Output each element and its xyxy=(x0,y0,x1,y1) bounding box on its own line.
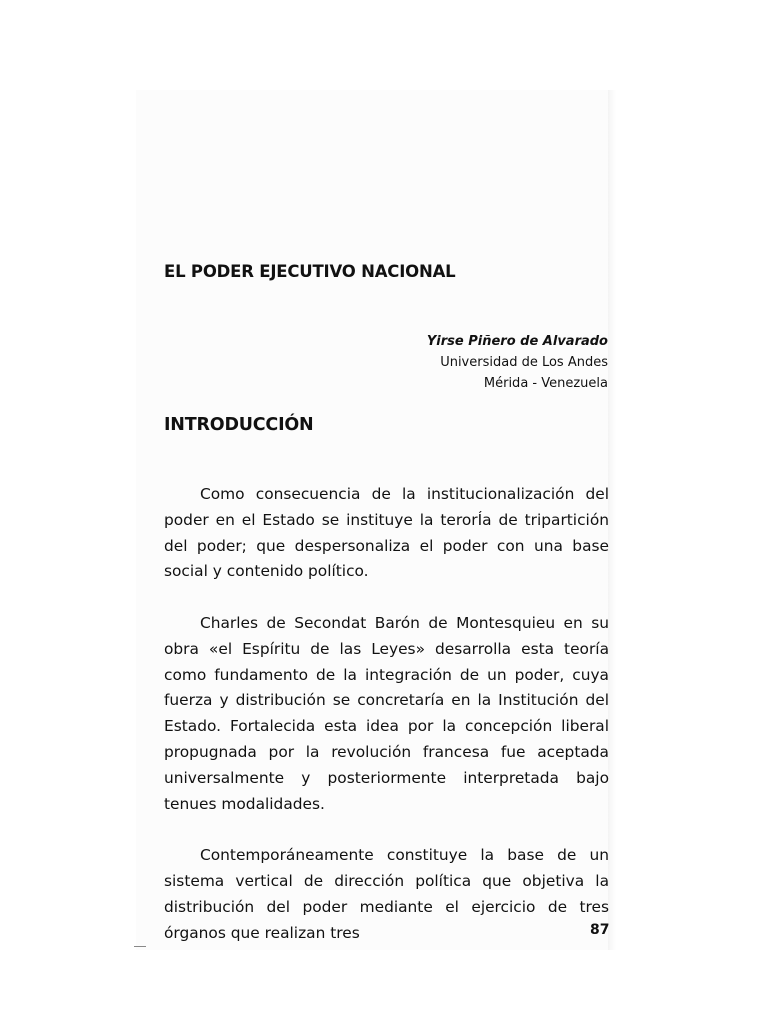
page-edge-shadow xyxy=(608,90,616,950)
author-name: Yirse Piñero de Alvarado xyxy=(426,334,608,349)
author-location: Mérida - Venezuela xyxy=(483,376,608,391)
scan-mark xyxy=(134,946,146,947)
document-title: EL PODER EJECUTIVO NACIONAL xyxy=(164,262,456,281)
author-institution: Universidad de Los Andes xyxy=(440,355,608,370)
paragraph: Como consecuencia de la institucionalización del poder en el Estado se instituye la terorÍa de tripartición del poder; que despersonaliza el poder con una base social y contenido político. xyxy=(164,485,609,581)
author-block xyxy=(427,331,608,394)
paragraph: Charles de Secondat Barón de Montesquieu en su obra «el Espíritu de las Leyes» desarrolla esta teoría como fundamento de la integración de un poder, cuya fuerza y distribución se concretaría en la Institución del Estado. Fortalecida esta idea por la concepción liberal propugnada por la revolución francesa fue aceptada universalmente y posteriormente interpretada bajo tenues modalidades. xyxy=(164,613,609,813)
page-number: 87 xyxy=(590,922,610,938)
paragraph: Contemporáneamente constituye la base de un sistema vertical de dirección política que objetiva la distribución del poder mediante el ejercicio de tres órganos que realizan tres xyxy=(164,846,609,942)
section-heading: INTRODUCCIÓN xyxy=(164,415,314,435)
body-text xyxy=(164,482,609,946)
